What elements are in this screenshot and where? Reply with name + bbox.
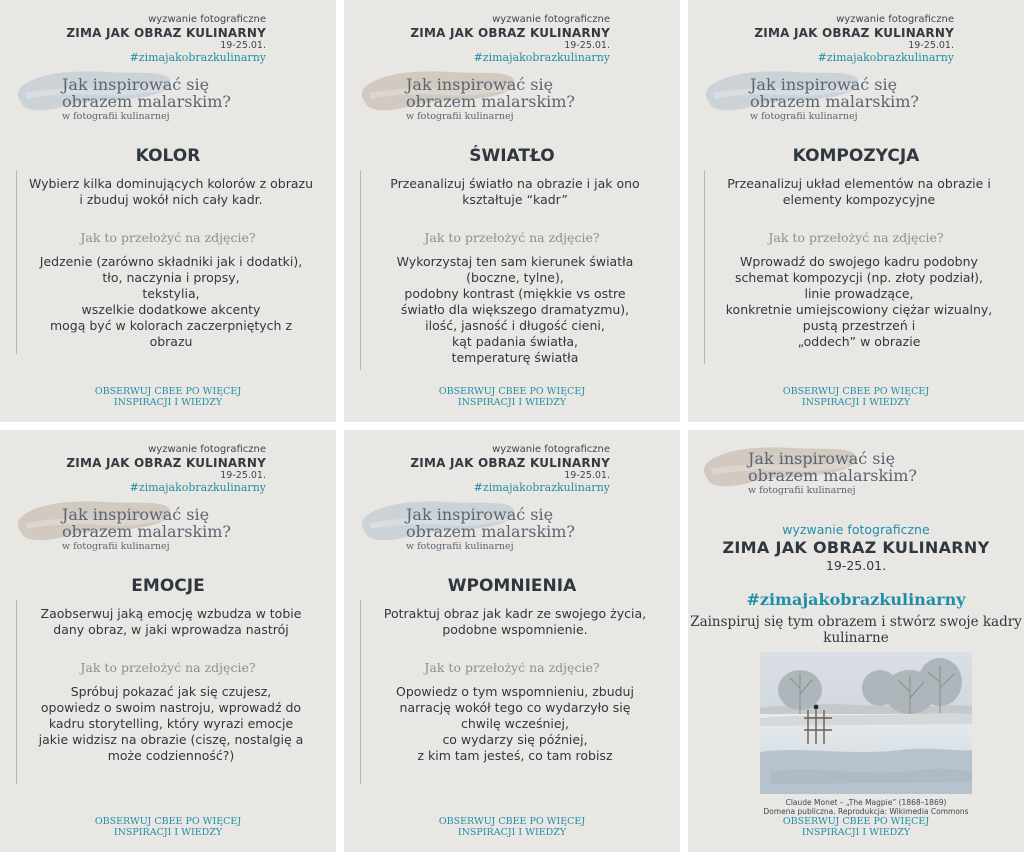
- card-summary: [688, 430, 1024, 852]
- topic-heading: ŚWIATŁO: [469, 146, 555, 166]
- footer-line-1: OBSERWUJ CBEE PO WIĘCEJ: [438, 386, 586, 397]
- question-block: [406, 76, 575, 123]
- challenge-title: ZIMA JAK OBRAZ KULINARNY: [66, 26, 266, 40]
- challenge-header: [370, 14, 610, 65]
- topic-heading: KOMPOZYCJA: [792, 146, 920, 166]
- how-question: Jak to przełożyć na zdjęcie?: [80, 230, 256, 245]
- topic-heading: WPOMNIENIA: [447, 576, 577, 596]
- question-line-1: Jak inspirować się: [406, 75, 554, 94]
- topic-description: Przeanalizuj układ elementów na obrazie i elementy kompozycyjne: [727, 176, 991, 207]
- caption-line-1: Claude Monet – „The Magpie” (1868–1869): [785, 798, 947, 807]
- challenge-title: ZIMA JAK OBRAZ KULINARNY: [66, 456, 266, 470]
- how-question: Jak to przełożyć na zdjęcie?: [768, 230, 944, 245]
- follow-footer: [688, 816, 1024, 838]
- question-subtitle: w fotografii kulinarnej: [750, 111, 858, 122]
- footer-line-1: OBSERWUJ CBEE PO WIĘCEJ: [94, 386, 242, 397]
- footer-line-2: INSPIRACJI I WIEDZY: [801, 397, 911, 408]
- topic-description: Wybierz kilka dominujących kolorów z obrazu i zbuduj wokół nich cały kadr.: [28, 176, 314, 207]
- challenge-header: [714, 14, 954, 65]
- topic-body: Jedzenie (zarówno składniki jak i dodatki), tło, naczynia i propsy, tekstylia, wszelkie dodatkowe akcenty mogą być w kolorach zaczerpniętych z obrazu: [39, 254, 303, 349]
- challenge-title: ZIMA JAK OBRAZ KULINARNY: [410, 26, 610, 40]
- card-kompozycja: [688, 0, 1024, 422]
- how-question: Jak to przełożyć na zdjęcie?: [80, 660, 256, 675]
- hashtag: #zimajakobrazkulinarny: [129, 51, 266, 64]
- vertical-divider: [360, 170, 361, 370]
- challenge-dates: 19-25.01.: [825, 558, 887, 573]
- challenge-dates: 19-25.01.: [564, 40, 610, 51]
- question-line-2: obrazem malarskim?: [62, 522, 232, 541]
- question-line-1: Jak inspirować się: [62, 75, 210, 94]
- question-block: [406, 506, 575, 553]
- topic-description: Potraktuj obraz jak kadr ze swojego życia, podobne wspomnienie.: [383, 606, 647, 637]
- topic-description: Zaobserwuj jaką emocję wzbudza w tobie dany obraz, w jaki wprowadza nastrój: [40, 606, 302, 637]
- card-swiatlo: [344, 0, 680, 422]
- question-line-1: Jak inspirować się: [748, 449, 896, 468]
- topic-body: Wprowadź do swojego kadru podobny schemat kompozycji (np. złoty podział), linie prowadzące, konkretnie umiejscowiony ciężar wizualny, pustą przestrzeń i „oddech” w obrazie: [725, 254, 993, 349]
- footer-line-2: INSPIRACJI I WIEDZY: [113, 397, 223, 408]
- footer-line-1: OBSERWUJ CBEE PO WIĘCEJ: [438, 816, 586, 827]
- how-question: Jak to przełożyć na zdjęcie?: [424, 660, 600, 675]
- challenge-subtitle: wyzwanie fotograficzne: [148, 444, 266, 455]
- question-block: [748, 450, 917, 497]
- question-subtitle: w fotografii kulinarnej: [62, 111, 170, 122]
- card-emocje: [0, 430, 336, 852]
- question-line-2: obrazem malarskim?: [406, 92, 576, 111]
- topic-body: Opowiedz o tym wspomnieniu, zbuduj narrację wokół tego co wydarzyło się chwilę wcześniej, co wydarzy się później, z kim tam jesteś, co tam robisz: [396, 684, 634, 763]
- question-line-2: obrazem malarskim?: [406, 522, 576, 541]
- footer-line-2: INSPIRACJI I WIEDZY: [457, 397, 567, 408]
- challenge-dates: 19-25.01.: [220, 40, 266, 51]
- question-subtitle: w fotografii kulinarnej: [406, 541, 514, 552]
- challenge-header: [26, 14, 266, 65]
- question-block: [62, 76, 231, 123]
- vertical-divider: [16, 600, 17, 784]
- hashtag: #zimajakobrazkulinarny: [129, 481, 266, 494]
- challenge-subtitle: wyzwanie fotograficzne: [492, 14, 610, 25]
- follow-footer: [688, 386, 1024, 408]
- hashtag: #zimajakobrazkulinarny: [473, 481, 610, 494]
- topic-heading: KOLOR: [135, 146, 201, 166]
- monet-magpie-painting: [760, 652, 972, 794]
- question-block: [750, 76, 919, 123]
- footer-line-2: INSPIRACJI I WIEDZY: [457, 827, 567, 838]
- topic-body: Spróbuj pokazać jak się czujesz, opowiedz o swoim nastroju, wprowadź do kadru storytelling, który wyrazi emocje jakie widzisz na obrazie (ciszę, nostalgię a może codzienność?): [38, 684, 304, 763]
- painting-caption: [688, 798, 1024, 816]
- invite-text: Zainspiruj się tym obrazem i stwórz swoje kadry kulinarne: [690, 614, 1022, 646]
- challenge-subtitle: wyzwanie fotograficzne: [836, 14, 954, 25]
- footer-line-1: OBSERWUJ CBEE PO WIĘCEJ: [782, 386, 930, 397]
- vertical-divider: [704, 170, 705, 364]
- challenge-dates: 19-25.01.: [908, 40, 954, 51]
- card-kolor: [0, 0, 336, 422]
- question-subtitle: w fotografii kulinarnej: [406, 111, 514, 122]
- footer-line-1: OBSERWUJ CBEE PO WIĘCEJ: [782, 816, 930, 827]
- challenge-title: ZIMA JAK OBRAZ KULINARNY: [722, 538, 990, 557]
- topic-description: Przeanalizuj światło na obrazie i jak ono kształtuje “kadr”: [390, 176, 640, 207]
- caption-line-2: Domena publiczna. Reprodukcja: Wikimedia Commons: [763, 807, 969, 816]
- footer-line-2: INSPIRACJI I WIEDZY: [113, 827, 223, 838]
- challenge-dates: 19-25.01.: [564, 470, 610, 481]
- challenge-title: ZIMA JAK OBRAZ KULINARNY: [410, 456, 610, 470]
- question-subtitle: w fotografii kulinarnej: [748, 485, 856, 496]
- question-line-1: Jak inspirować się: [62, 505, 210, 524]
- topic-heading: EMOCJE: [131, 576, 205, 596]
- challenge-subtitle: wyzwanie fotograficzne: [148, 14, 266, 25]
- vertical-divider: [360, 600, 361, 784]
- question-block: [62, 506, 231, 553]
- question-line-1: Jak inspirować się: [406, 505, 554, 524]
- hashtag: #zimajakobrazkulinarny: [473, 51, 610, 64]
- challenge-title: ZIMA JAK OBRAZ KULINARNY: [754, 26, 954, 40]
- challenge-header: [26, 444, 266, 495]
- vertical-divider: [16, 170, 17, 354]
- challenge-header: [370, 444, 610, 495]
- question-subtitle: w fotografii kulinarnej: [62, 541, 170, 552]
- challenge-subtitle: wyzwanie fotograficzne: [492, 444, 610, 455]
- follow-footer: [344, 816, 680, 838]
- how-question: Jak to przełożyć na zdjęcie?: [424, 230, 600, 245]
- footer-line-2: INSPIRACJI I WIEDZY: [801, 827, 911, 838]
- follow-footer: [0, 816, 336, 838]
- hashtag: #zimajakobrazkulinarny: [817, 51, 954, 64]
- question-line-2: obrazem malarskim?: [62, 92, 232, 111]
- follow-footer: [344, 386, 680, 408]
- challenge-dates: 19-25.01.: [220, 470, 266, 481]
- footer-line-1: OBSERWUJ CBEE PO WIĘCEJ: [94, 816, 242, 827]
- question-line-2: obrazem malarskim?: [750, 92, 920, 111]
- card-wspomnienia: [344, 430, 680, 852]
- question-line-1: Jak inspirować się: [750, 75, 898, 94]
- hashtag: #zimajakobrazkulinarny: [746, 590, 966, 609]
- question-line-2: obrazem malarskim?: [748, 466, 918, 485]
- challenge-subtitle: wyzwanie fotograficzne: [782, 522, 930, 537]
- follow-footer: [0, 386, 336, 408]
- topic-body: Wykorzystaj ten sam kierunek światła (boczne, tylne), podobny kontrast (miękkie vs ostre światło dla większego dramatyzmu), ilość, jasność i długość cieni, kąt padania światła, temperaturę światła: [396, 254, 634, 365]
